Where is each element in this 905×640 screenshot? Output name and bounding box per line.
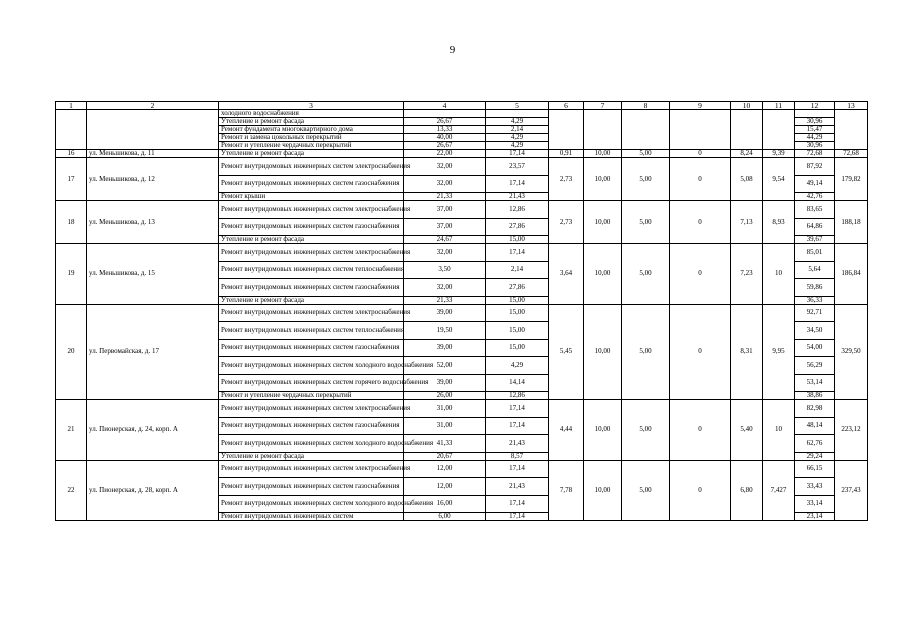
rate-cell — [549, 110, 584, 150]
address-cell: ул. Меньшикова, д. 13 — [87, 201, 219, 244]
address-cell: ул. Меньшикова, д. 12 — [87, 158, 219, 201]
cost-cell: 23,57 — [486, 158, 549, 176]
total-cell: 83,65 — [795, 201, 835, 219]
work-type-cell: Ремонт внутридомовых инженерных систем теплоснабжения — [219, 261, 404, 279]
total-cell: 5,64 — [795, 261, 835, 279]
total-cell: 62,76 — [795, 435, 835, 453]
cost-cell: 21,43 — [486, 193, 549, 201]
total-cell: 87,92 — [795, 158, 835, 176]
total-cell: 42,76 — [795, 193, 835, 201]
rate-cell: 10,00 — [584, 201, 622, 244]
total-cell: 15,47 — [795, 126, 835, 134]
row-number-cell: 17 — [56, 158, 87, 201]
work-type-cell: холодного водоснабжения — [219, 110, 404, 118]
total-cell: 92,71 — [795, 304, 835, 322]
address-cell: ул. Пионерская, д. 24, корп. А — [87, 400, 219, 461]
table-row — [56, 110, 868, 118]
work-type-cell: Ремонт внутридомовых инженерных систем газоснабжения — [219, 279, 404, 297]
page-number: 9 — [449, 44, 456, 56]
table-row — [56, 150, 868, 158]
cost-cell: 41,33 — [404, 435, 486, 453]
cost-cell: 37,00 — [404, 201, 486, 219]
sum-cell: 186,84 — [835, 244, 868, 305]
rate-cell: 2,73 — [549, 201, 584, 244]
cost-cell: 19,50 — [404, 322, 486, 340]
rate-cell: 10,00 — [584, 400, 622, 461]
column-header: 1 — [56, 102, 87, 110]
cost-cell: 27,86 — [486, 279, 549, 297]
cost-cell: 2,14 — [486, 261, 549, 279]
sum-cell: 179,82 — [835, 158, 868, 201]
cost-cell: 32,00 — [404, 279, 486, 297]
cost-cell: 31,00 — [404, 400, 486, 418]
total-cell: 64,86 — [795, 218, 835, 236]
work-type-cell: Ремонт внутридомовых инженерных систем электроснабжения — [219, 304, 404, 322]
cost-cell: 15,00 — [486, 339, 549, 357]
total-cell: 30,96 — [795, 118, 835, 126]
table-row — [56, 244, 868, 262]
work-type-cell: Ремонт внутридомовых инженерных систем газоснабжения — [219, 417, 404, 435]
rate-cell: 0 — [670, 201, 731, 244]
rate-cell: 8,93 — [763, 201, 795, 244]
rate-cell: 5,45 — [549, 304, 584, 400]
row-number-cell: 16 — [56, 150, 87, 158]
cost-cell: 2,14 — [486, 126, 549, 134]
cost-cell: 40,00 — [404, 134, 486, 142]
cost-cell: 6,00 — [404, 513, 486, 521]
work-type-cell: Ремонт внутридомовых инженерных систем газоснабжения — [219, 478, 404, 496]
rate-cell: 7,13 — [731, 201, 763, 244]
row-number-cell: 19 — [56, 244, 87, 305]
rate-cell: 2,73 — [549, 158, 584, 201]
work-type-cell: Утепление и ремонт фасада — [219, 118, 404, 126]
column-header: 8 — [622, 102, 670, 110]
total-cell: 36,33 — [795, 296, 835, 304]
cost-cell: 26,00 — [404, 392, 486, 400]
column-header: 9 — [670, 102, 731, 110]
sum-cell — [835, 110, 868, 150]
cost-cell: 15,00 — [486, 322, 549, 340]
total-cell: 33,14 — [795, 495, 835, 513]
rate-cell: 10,00 — [584, 304, 622, 400]
work-type-cell: Ремонт внутридомовых инженерных систем электроснабжения — [219, 460, 404, 478]
total-cell: 39,67 — [795, 236, 835, 244]
total-cell: 30,96 — [795, 142, 835, 150]
column-header: 2 — [87, 102, 219, 110]
row-number-cell: 20 — [56, 304, 87, 400]
work-type-cell: Ремонт внутридомовых инженерных систем теплоснабжения — [219, 322, 404, 340]
cost-cell: 16,00 — [404, 495, 486, 513]
rate-cell: 0 — [670, 400, 731, 461]
rate-cell: 5,00 — [622, 158, 670, 201]
cost-cell: 21,43 — [486, 478, 549, 496]
cost-cell: 14,14 — [486, 374, 549, 392]
rate-cell — [622, 110, 670, 150]
total-cell: 34,50 — [795, 322, 835, 340]
work-type-cell: Утепление и ремонт фасада — [219, 296, 404, 304]
cost-cell: 24,67 — [404, 236, 486, 244]
rate-cell: 5,08 — [731, 158, 763, 201]
total-cell: 33,43 — [795, 478, 835, 496]
work-type-cell: Ремонт внутридомовых инженерных систем электроснабжения — [219, 400, 404, 418]
total-cell: 49,14 — [795, 175, 835, 193]
total-cell: 23,14 — [795, 513, 835, 521]
table-row — [56, 304, 868, 322]
table-row — [56, 400, 868, 418]
rate-cell: 0,91 — [549, 150, 584, 158]
rate-cell — [731, 110, 763, 150]
cost-cell: 4,29 — [486, 134, 549, 142]
cost-cell: 39,00 — [404, 339, 486, 357]
cost-cell: 15,00 — [486, 304, 549, 322]
rate-cell — [670, 110, 731, 150]
total-cell: 54,00 — [795, 339, 835, 357]
row-number-cell: 22 — [56, 460, 87, 521]
total-cell: 72,68 — [795, 150, 835, 158]
column-header: 11 — [763, 102, 795, 110]
cost-cell: 17,14 — [486, 244, 549, 262]
work-type-cell: Ремонт внутридомовых инженерных систем горячего водоснабжения — [219, 374, 404, 392]
rate-cell: 3,64 — [549, 244, 584, 305]
cost-cell: 4,29 — [486, 118, 549, 126]
total-cell: 85,01 — [795, 244, 835, 262]
table-row — [56, 158, 868, 176]
column-header: 5 — [486, 102, 549, 110]
total-cell: 53,14 — [795, 374, 835, 392]
rate-cell — [584, 110, 622, 150]
work-type-cell: Ремонт и замена цокольных перекрытий — [219, 134, 404, 142]
rate-cell: 9,95 — [763, 304, 795, 400]
cost-cell: 21,33 — [404, 193, 486, 201]
address-cell: ул. Пионерская, д. 28, корп. А — [87, 460, 219, 521]
rate-cell: 10,00 — [584, 460, 622, 521]
rate-cell: 7,427 — [763, 460, 795, 521]
total-cell: 38,86 — [795, 392, 835, 400]
work-type-cell: Утепление и ремонт фасада — [219, 236, 404, 244]
address-cell: ул. Меньшикова, д. 15 — [87, 244, 219, 305]
sum-cell: 72,68 — [835, 150, 868, 158]
cost-cell: 39,00 — [404, 304, 486, 322]
address-cell — [87, 110, 219, 150]
cost-cell: 12,00 — [404, 478, 486, 496]
table-row — [56, 201, 868, 219]
cost-cell: 22,00 — [404, 150, 486, 158]
rate-cell: 4,44 — [549, 400, 584, 461]
rate-cell: 5,00 — [622, 460, 670, 521]
work-type-cell: Ремонт внутридомовых инженерных систем газоснабжения — [219, 339, 404, 357]
rate-cell: 9,39 — [763, 150, 795, 158]
cost-cell: 17,14 — [486, 175, 549, 193]
rate-cell: 5,00 — [622, 304, 670, 400]
rate-cell: 6,80 — [731, 460, 763, 521]
work-type-cell: Ремонт внутридомовых инженерных систем холодного водоснабжения — [219, 357, 404, 375]
rate-cell — [763, 110, 795, 150]
work-type-cell: Ремонт внутридомовых инженерных систем газоснабжения — [219, 175, 404, 193]
rate-cell: 0 — [670, 304, 731, 400]
cost-cell: 32,00 — [404, 244, 486, 262]
rate-cell: 8,24 — [731, 150, 763, 158]
rate-cell: 10,00 — [584, 244, 622, 305]
total-cell: 82,98 — [795, 400, 835, 418]
cost-cell: 8,57 — [486, 452, 549, 460]
row-number-cell: 18 — [56, 201, 87, 244]
column-header: 13 — [835, 102, 868, 110]
rate-cell: 9,54 — [763, 158, 795, 201]
work-type-cell: Ремонт и утепление чердачных перекрытий — [219, 142, 404, 150]
rate-cell: 5,00 — [622, 150, 670, 158]
work-type-cell: Ремонт внутридомовых инженерных систем холодного водоснабжения — [219, 495, 404, 513]
cost-cell: 37,00 — [404, 218, 486, 236]
rate-cell: 10 — [763, 244, 795, 305]
cost-cell: 27,86 — [486, 218, 549, 236]
repair-plan-table — [55, 101, 868, 521]
cost-cell: 15,00 — [486, 236, 549, 244]
rate-cell: 8,31 — [731, 304, 763, 400]
total-cell: 59,86 — [795, 279, 835, 297]
cost-cell: 17,14 — [486, 460, 549, 478]
column-header: 7 — [584, 102, 622, 110]
work-type-cell: Ремонт внутридомовых инженерных систем электроснабжения — [219, 158, 404, 176]
rate-cell: 0 — [670, 158, 731, 201]
total-cell: 56,29 — [795, 357, 835, 375]
rate-cell: 0 — [670, 244, 731, 305]
work-type-cell: Ремонт внутридомовых инженерных систем электроснабжения — [219, 201, 404, 219]
cost-cell: 17,14 — [486, 150, 549, 158]
cost-cell: 39,00 — [404, 374, 486, 392]
address-cell: ул. Меньшикова, д. 11 — [87, 150, 219, 158]
address-cell: ул. Первомайская, д. 17 — [87, 304, 219, 400]
rate-cell: 7,23 — [731, 244, 763, 305]
cost-cell: 17,14 — [486, 513, 549, 521]
rate-cell: 5,00 — [622, 201, 670, 244]
table-row — [56, 460, 868, 478]
column-header: 6 — [549, 102, 584, 110]
work-type-cell: Утепление и ремонт фасада — [219, 150, 404, 158]
rate-cell: 5,40 — [731, 400, 763, 461]
cost-cell: 32,00 — [404, 158, 486, 176]
sum-cell: 188,18 — [835, 201, 868, 244]
rate-cell: 10,00 — [584, 158, 622, 201]
row-number-cell: 21 — [56, 400, 87, 461]
cost-cell: 32,00 — [404, 175, 486, 193]
total-cell: 48,14 — [795, 417, 835, 435]
column-header: 3 — [219, 102, 404, 110]
work-type-cell: Ремонт фундамента многоквартирного дома — [219, 126, 404, 134]
cost-cell: 17,14 — [486, 400, 549, 418]
work-type-cell: Утепление и ремонт фасада — [219, 452, 404, 460]
cost-cell: 12,00 — [404, 460, 486, 478]
work-type-cell: Ремонт внутридомовых инженерных систем — [219, 513, 404, 521]
cost-cell: 31,00 — [404, 417, 486, 435]
sum-cell: 237,43 — [835, 460, 868, 521]
column-header: 10 — [731, 102, 763, 110]
column-header: 4 — [404, 102, 486, 110]
row-number-cell — [56, 110, 87, 150]
cost-cell: 4,29 — [486, 357, 549, 375]
cost-cell: 17,14 — [486, 417, 549, 435]
rate-cell: 7,78 — [549, 460, 584, 521]
cost-cell: 13,33 — [404, 126, 486, 134]
rate-cell: 10,00 — [584, 150, 622, 158]
work-type-cell: Ремонт крыши — [219, 193, 404, 201]
cost-cell: 17,14 — [486, 495, 549, 513]
cost-cell: 12,86 — [486, 392, 549, 400]
sum-cell: 329,50 — [835, 304, 868, 400]
rate-cell: 0 — [670, 460, 731, 521]
header-row — [56, 102, 868, 110]
work-type-cell: Ремонт и утепление чердачных перекрытий — [219, 392, 404, 400]
rate-cell: 10 — [763, 400, 795, 461]
rate-cell: 5,00 — [622, 244, 670, 305]
cost-cell: 52,00 — [404, 357, 486, 375]
cost-cell: 12,86 — [486, 201, 549, 219]
work-type-cell: Ремонт внутридомовых инженерных систем газоснабжения — [219, 218, 404, 236]
cost-cell: 15,00 — [486, 296, 549, 304]
work-type-cell: Ремонт внутридомовых инженерных систем холодного водоснабжения — [219, 435, 404, 453]
cost-cell: 26,67 — [404, 118, 486, 126]
column-header: 12 — [795, 102, 835, 110]
total-cell: 44,29 — [795, 134, 835, 142]
total-cell: 29,24 — [795, 452, 835, 460]
cost-cell: 21,33 — [404, 296, 486, 304]
cost-cell: 20,67 — [404, 452, 486, 460]
cost-cell: 26,67 — [404, 142, 486, 150]
sum-cell: 223,12 — [835, 400, 868, 461]
total-cell: 66,15 — [795, 460, 835, 478]
cost-cell: 3,50 — [404, 261, 486, 279]
cost-cell: 21,43 — [486, 435, 549, 453]
cost-cell: 4,29 — [486, 142, 549, 150]
work-type-cell: Ремонт внутридомовых инженерных систем электроснабжения — [219, 244, 404, 262]
rate-cell: 5,00 — [622, 400, 670, 461]
rate-cell: 0 — [670, 150, 731, 158]
